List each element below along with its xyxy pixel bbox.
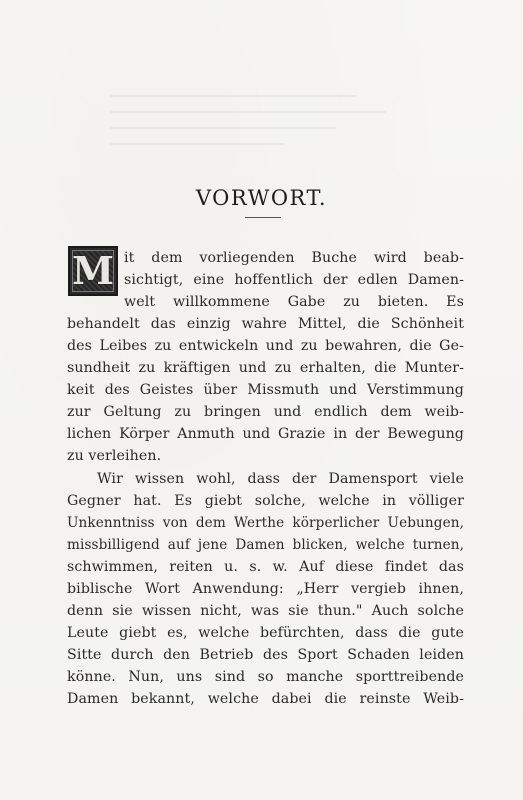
text-line: behandelt das einzig wahre Mittel, die Schönheit	[67, 316, 464, 332]
text-line: denn sie wissen nicht, was sie thun." Auch solche	[67, 603, 464, 619]
text-line: sundheit zu kräftigen und zu erhalten, die Munter-	[67, 360, 464, 376]
text-line: keit des Geistes über Missmuth und Verstimmung	[67, 382, 464, 398]
text-line: Gegner hat. Es giebt solche, welche in völliger	[67, 493, 464, 509]
text-line: des Leibes zu entwickeln und zu bewahren, die Ge-	[67, 338, 464, 354]
text-line: schwimmen, reiten u. s. w. Auf diese findet das	[67, 559, 464, 575]
bleed-through-text	[110, 95, 400, 165]
chapter-heading: VORWORT.	[195, 186, 328, 210]
ornamental-initial	[68, 246, 118, 296]
text-line: Unkenntniss von dem Werthe körperlicher Uebungen,	[67, 515, 464, 531]
text-line: Sitte durch den Betrieb des Sport Schaden leiden	[67, 647, 464, 663]
text-line: missbilligend auf jene Damen blicken, welche turnen,	[67, 537, 464, 553]
initial-letter: M	[71, 248, 115, 293]
text-line: it dem vorliegenden Buche wird beab-	[124, 250, 464, 266]
heading-rule	[245, 217, 281, 218]
text-line: Leute giebt es, welche befürchten, dass die gute	[67, 625, 464, 641]
text-line: biblische Wort Anwendung: „Herr vergieb ihnen,	[67, 581, 464, 597]
text-line: Wir wissen wohl, dass der Damensport viele	[97, 471, 464, 487]
text-line: könne. Nun, uns sind so manche sporttreibende	[67, 669, 464, 685]
text-line: lichen Körper Anmuth und Grazie in der Bewegung	[67, 426, 464, 442]
text-line: Damen bekannt, welche dabei die reinste Weib-	[67, 691, 464, 707]
text-line: zur Geltung zu bringen und endlich dem weib-	[67, 404, 464, 420]
text-line: welt willkommene Gabe zu bieten. Es	[124, 294, 464, 310]
initial-frame	[72, 250, 114, 292]
text-line: zu verleihen.	[67, 448, 162, 464]
text-line: sichtigt, eine hoffentlich der edlen Damen-	[124, 272, 464, 288]
